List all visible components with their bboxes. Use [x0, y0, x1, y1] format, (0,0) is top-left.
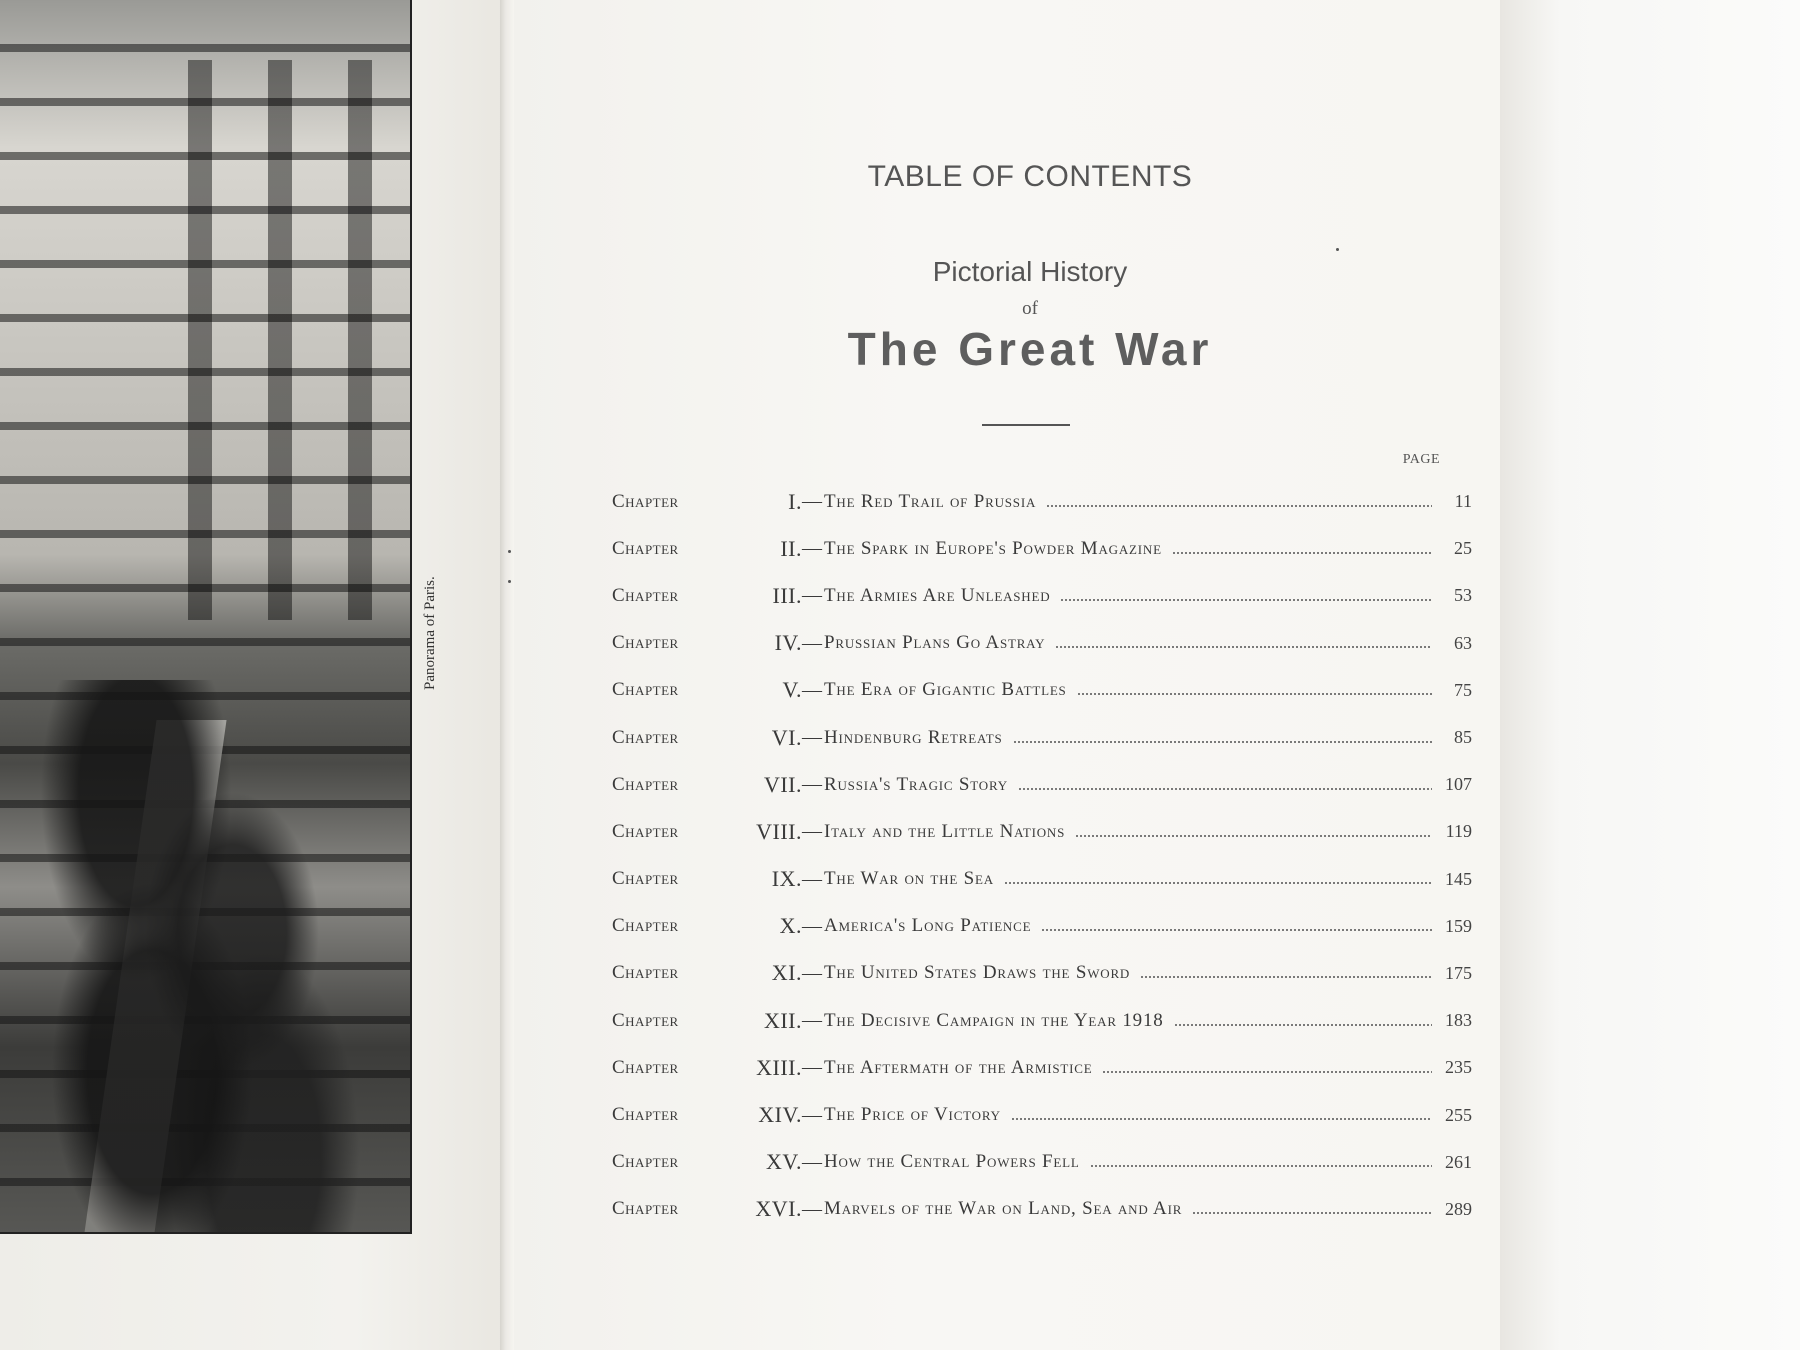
dot-leader [1090, 1164, 1432, 1168]
chapter-dash: — [802, 726, 822, 749]
paris-panorama-photo [0, 0, 412, 1234]
chapter-title: The Aftermath of the Armistice [824, 1056, 1093, 1078]
chapter-word: Chapter [612, 537, 679, 559]
chapter-dash: — [802, 1009, 822, 1032]
chapter-numeral: XV. [766, 1149, 802, 1175]
chapter-word: Chapter [612, 820, 679, 842]
chapter-title: The War on the Sea [824, 868, 994, 890]
dot-leader [1004, 881, 1432, 885]
chapter-numeral: XIII. [756, 1054, 802, 1080]
chapter-title: How the Central Powers Fell [824, 1151, 1080, 1173]
paper-speck [1336, 248, 1339, 251]
chapter-page-number: 183 [1445, 1010, 1472, 1031]
chapter-numeral: XI. [771, 960, 802, 986]
toc-entry [612, 808, 1472, 855]
chapter-title: Russia's Tragic Story [824, 773, 1008, 795]
chapter-title: America's Long Patience [824, 915, 1032, 937]
photo-caption: Panorama of Paris. [422, 576, 438, 690]
chapter-word: Chapter [612, 1009, 679, 1031]
chapter-numeral: V. [782, 677, 802, 703]
dot-leader [1055, 645, 1432, 649]
chapter-title: The Decisive Campaign in the Year 1918 [824, 1009, 1164, 1031]
subtitle-of: of [1022, 298, 1038, 319]
chapter-word: Chapter [612, 773, 679, 795]
trees [40, 680, 360, 1234]
chapter-page-number: 85 [1454, 727, 1472, 748]
dot-leader [1102, 1070, 1432, 1074]
dot-leader [1172, 551, 1432, 555]
chapter-title: Marvels of the War on Land, Sea and Air [824, 1198, 1183, 1220]
chapter-title: The Armies Are Unleashed [824, 584, 1051, 606]
paper-speck [508, 550, 511, 553]
chapter-page-number: 63 [1454, 632, 1472, 653]
chapter-page-number: 53 [1454, 585, 1472, 606]
chapter-word: Chapter [612, 915, 679, 937]
dot-leader [1075, 834, 1432, 838]
chapter-dash: — [802, 820, 822, 843]
chapter-dash: — [802, 1103, 822, 1126]
chapter-dash: — [802, 1197, 822, 1220]
chapter-dash: — [802, 1056, 822, 1079]
chapter-word: Chapter [612, 679, 679, 701]
toc-entry [612, 903, 1472, 950]
toc-entry [612, 714, 1472, 761]
chapter-dash: — [802, 537, 822, 560]
chapter-dash: — [802, 678, 822, 701]
left-page [0, 0, 505, 1350]
chapter-dash: — [802, 914, 822, 937]
dot-leader [1011, 1117, 1432, 1121]
chapter-title: The United States Draws the Sword [824, 962, 1131, 984]
chapter-title: The Price of Victory [824, 1104, 1001, 1126]
toc-entry [612, 1044, 1472, 1091]
page-column-header: PAGE [1402, 452, 1440, 467]
chapter-numeral: XIV. [758, 1102, 802, 1128]
dot-leader [1060, 598, 1432, 602]
chapter-word: Chapter [612, 1198, 679, 1220]
chapter-page-number: 11 [1454, 491, 1472, 512]
chapter-numeral: II. [780, 535, 802, 561]
chapter-dash: — [802, 631, 822, 654]
book-subtitle: Pictorial History [932, 256, 1128, 287]
chapter-title: Prussian Plans Go Astray [824, 632, 1046, 654]
chapter-title: The Era of Gigantic Battles [824, 679, 1067, 701]
chapter-page-number: 261 [1445, 1151, 1472, 1172]
toc-entry [612, 1186, 1472, 1233]
chapter-numeral: VIII. [756, 818, 802, 844]
toc-entry [612, 525, 1472, 572]
toc-entry [612, 478, 1472, 525]
building-facade [150, 60, 390, 620]
title-rule [982, 424, 1070, 426]
chapter-page-number: 75 [1454, 679, 1472, 700]
chapter-word: Chapter [612, 1056, 679, 1078]
dot-leader [1174, 1023, 1432, 1027]
chapter-page-number: 235 [1445, 1057, 1472, 1078]
dot-leader [1192, 1211, 1432, 1215]
toc-entry [612, 572, 1472, 619]
toc-entry [612, 667, 1472, 714]
chapter-title: The Spark in Europe's Powder Magazine [824, 537, 1162, 559]
toc-entry [612, 950, 1472, 997]
chapter-title: Italy and the Little Nations [824, 820, 1066, 842]
toc-entry [612, 761, 1472, 808]
chapter-page-number: 107 [1445, 774, 1472, 795]
chapter-numeral: VI. [771, 724, 802, 750]
chapter-numeral: III. [772, 582, 802, 608]
chapter-page-number: 159 [1445, 915, 1472, 936]
chapter-word: Chapter [612, 726, 679, 748]
chapter-word: Chapter [612, 490, 679, 512]
chapter-dash: — [802, 867, 822, 890]
book-title: The Great War [847, 323, 1213, 375]
toc-entry [612, 856, 1472, 903]
dot-leader [1077, 692, 1432, 696]
dot-leader [1041, 928, 1432, 932]
chapter-numeral: X. [779, 913, 802, 939]
chapter-dash: — [802, 1150, 822, 1173]
chapter-numeral: XII. [763, 1007, 802, 1033]
chapter-page-number: 25 [1454, 538, 1472, 559]
toc-entry [612, 620, 1472, 667]
chapter-dash: — [802, 584, 822, 607]
chapter-title: The Red Trail of Prussia [824, 490, 1037, 512]
chapter-page-number: 289 [1445, 1198, 1472, 1219]
chapter-numeral: I. [788, 488, 802, 514]
toc-entry [612, 997, 1472, 1044]
toc-heading: TABLE OF CONTENTS [867, 160, 1193, 193]
page-edge [1500, 0, 1800, 1350]
chapter-word: Chapter [612, 1104, 679, 1126]
chapter-word: Chapter [612, 632, 679, 654]
chapter-numeral: IX. [771, 866, 802, 892]
dot-leader [1140, 975, 1432, 979]
chapter-dash: — [802, 961, 822, 984]
chapter-page-number: 255 [1445, 1104, 1472, 1125]
chapter-numeral: IV. [774, 630, 802, 656]
chapter-dash: — [802, 490, 822, 513]
chapter-dash: — [802, 773, 822, 796]
book-gutter [500, 0, 514, 1350]
chapter-page-number: 119 [1445, 821, 1472, 842]
chapter-page-number: 175 [1445, 962, 1472, 983]
chapter-word: Chapter [612, 962, 679, 984]
chapter-numeral: VII. [763, 771, 802, 797]
toc-entry [612, 1139, 1472, 1186]
chapter-page-number: 145 [1445, 868, 1472, 889]
toc-list [612, 478, 1472, 1233]
chapter-numeral: XVI. [755, 1196, 802, 1222]
dot-leader [1046, 504, 1432, 508]
chapter-word: Chapter [612, 1151, 679, 1173]
paper-speck [508, 580, 511, 583]
chapter-title: Hindenburg Retreats [824, 726, 1003, 748]
dot-leader [1018, 787, 1432, 791]
toc-entry [612, 1091, 1472, 1138]
chapter-word: Chapter [612, 584, 679, 606]
dot-leader [1013, 740, 1432, 744]
chapter-word: Chapter [612, 868, 679, 890]
